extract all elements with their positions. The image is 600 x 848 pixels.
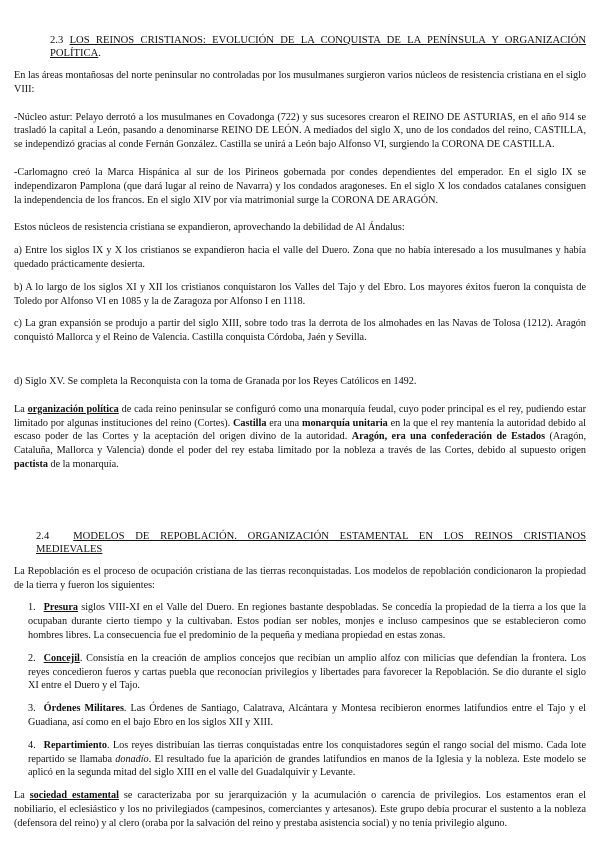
phase-b: b) A lo largo de los siglos XI y XII los cristianos conquistaron los Valles del Tajo y del Ebro. Los mayores éxitos fueron la conquista de Toledo por Alfonso VI en 1085 y la de Zaragoza por Alfonso I en 1118. [14, 281, 586, 307]
term-concejil: Concejil [43, 652, 80, 664]
paragraph-carolingio: -Carlomagno creó la Marca Hispánica al sur de los Pirineos gobernada por condes dependientes del emperador. En el siglo IX se independizaron Pamplona (que dará lugar al reino de Navarra) y los condados aragoneses. En el siglo X los condados catalanes consiguen la independencia de los francos. En el siglo XIV por vía matrimonial surge la CORONA DE ARAGÓN. [14, 166, 586, 206]
paragraph-expansion-intro: Estos núcleos de resistencia cristiana se expandieron, aprovechando la debilidad de Al Ándalus: [14, 222, 405, 234]
section-title: MODELOS DE REPOBLACIÓN. ORGANIZACIÓN ESTAMENTAL EN LOS REINOS CRISTIANOS MEDIEVALES [36, 530, 586, 555]
term-ordenes-militares: Órdenes Militares [43, 703, 124, 715]
term-presura: Presura [43, 602, 78, 614]
term-monarquia-unitaria: monarquía unitaria [301, 417, 388, 429]
term-sociedad-estamental: sociedad estamental [29, 790, 119, 802]
model-ordenes-militares: 3. Órdenes Militares. Las Órdenes de Santiago, Calatrava, Alcántara y Montesa recibieron enormes latifundios entre el Tajo y el Guadiana, así como en el bajo Ebro en los siglos XII y XIII. [28, 703, 586, 728]
paragraph-repoblacion-intro: La Repoblación es el proceso de ocupación cristiana de las tierras reconquistadas. Los modelos de repoblación condicionaron la propiedad de la tierra y fueron los siguientes: [14, 565, 586, 591]
section-heading-2-3: 2.3 LOS REINOS CRISTIANOS: EVOLUCIÓN DE LA CONQUISTA DE LA PENÍNSULA Y ORGANIZACIÓN POLÍTICA. [50, 35, 586, 59]
section-number: 2.4 [36, 530, 50, 542]
term-castilla: Castilla [233, 417, 267, 429]
phase-c: c) La gran expansión se produjo a partir del siglo XIII, sobre todo tras la derrota de los almohades en las Navas de Tolosa (1212). Aragón conquistó Mallorca y el Reino de Valencia. Castilla conquista Córdoba, Jaén y Sevilla. [14, 318, 586, 344]
paragraph-asturias: -Núcleo astur: Pelayo derrotó a los musulmanes en Covadonga (722) y sus sucesores crearon el REINO DE ASTURIAS, en el año 914 se trasladó la capital a León, pasando a denominarse REINO DE LEÓN. A mediados del siglo X, uno de los condados del reino, CASTILLA, se independizó gracias al conde Fernán González. Castilla se unirá a León bajo Alfonso VI, surgiendo la CORONA DE CASTILLA. [14, 111, 586, 151]
term-repartimiento: Repartimiento [43, 739, 108, 751]
paragraph-organizacion: La organización política de cada reino peninsular se configuró como una monarquía feudal, cuyo poder principal es el rey, pudiendo estar limitado por algunas instituciones del reino (Cortes). Castilla era una monarquía unitaria en la que el rey mantenía la autoridad debido al escaso poder de las Cortes y la aceptación del origen divino de la autoridad. Aragón, era una confederación de Estados (Aragón, Cataluña, Mallorca y Valencia) donde el poder del rey estaba limitado por la nobleza a través de las Cortes, debido al supuesto origen pactista de la monarquía. [14, 403, 586, 470]
model-presura: 1. Presura siglos VIII-XI en el Valle del Duero. En regiones bastante despobladas. Se concedía la propiedad de la tierra a los que la ocupaban durante cierto tiempo y la cultivaban. Estos podían ser nobles, monjes e incluso campesinos que se establecieron como hombres libres. La consecuencia fue el predominio de la pequeña y mediana propiedad en estas zonas. [28, 602, 586, 641]
section-heading-2-4 [14, 530, 586, 556]
phase-a: a) Entre los siglos IX y X los cristianos se expandieron hacia el valle del Duero. Zona que no había interesado a los musulmanes y había quedado prácticamente desierta. [14, 245, 586, 270]
term-organizacion-politica: organización política [27, 403, 119, 415]
paragraph-sociedad-estamental: La sociedad estamental se caracterizaba por su jerarquización y la acumulación o carencia de privilegios. Los estamentos eran el nobiliario, el eclesiástico y los no privilegiados (campesinos, comerciantes y artesanos). Este grupo debía procurar el sustento a la nobleza (defensora del reino) y al clero (oraba por la salvación del reino y prestaba asistencia social) y no tenía privilegio alguno. [14, 790, 586, 829]
term-donadio: donadío [115, 753, 149, 765]
section-title: LOS REINOS CRISTIANOS: EVOLUCIÓN DE LA CONQUISTA DE LA PENÍNSULA Y ORGANIZACIÓN POLÍTICA [50, 35, 586, 59]
paragraph-intro: En las áreas montañosas del norte peninsular no controladas por los musulmanes surgieron varios núcleos de resistencia cristiana en el siglo VIII: [14, 70, 586, 95]
term-pactista: pactista [14, 458, 48, 470]
model-repartimiento: 4. Repartimiento. Los reyes distribuían las tierras conquistadas entre los conquistadores según el rango social del mismo. Cada lote repartido se llamaba donadío. El resultado fue la aparición de grandes latifundios en manos de la Iglesia y la nobleza. Este modelo se aplicó en la segunda mitad del siglo XIII en el valle del Guadalquivir y Levante. [28, 739, 586, 779]
phase-d: d) Siglo XV. Se completa la Reconquista con la toma de Granada por los Reyes Católicos en 1492. [14, 375, 417, 387]
document-page [14, 34, 586, 830]
section-number: 2.3 [50, 35, 64, 46]
term-aragon-confederacion: Aragón, era una confederación de Estados [351, 431, 546, 443]
model-concejil: 2. Concejil. Consistía en la creación de amplios concejos que recibían un amplio alfoz con milicias que defendían la frontera. Los reyes concedieron fueros y cartas puebla que reconocían privilegios y libertades para favorecer la Repoblación. Se dio durante el siglo XI entre el Duero y el Tajo. [28, 652, 586, 692]
